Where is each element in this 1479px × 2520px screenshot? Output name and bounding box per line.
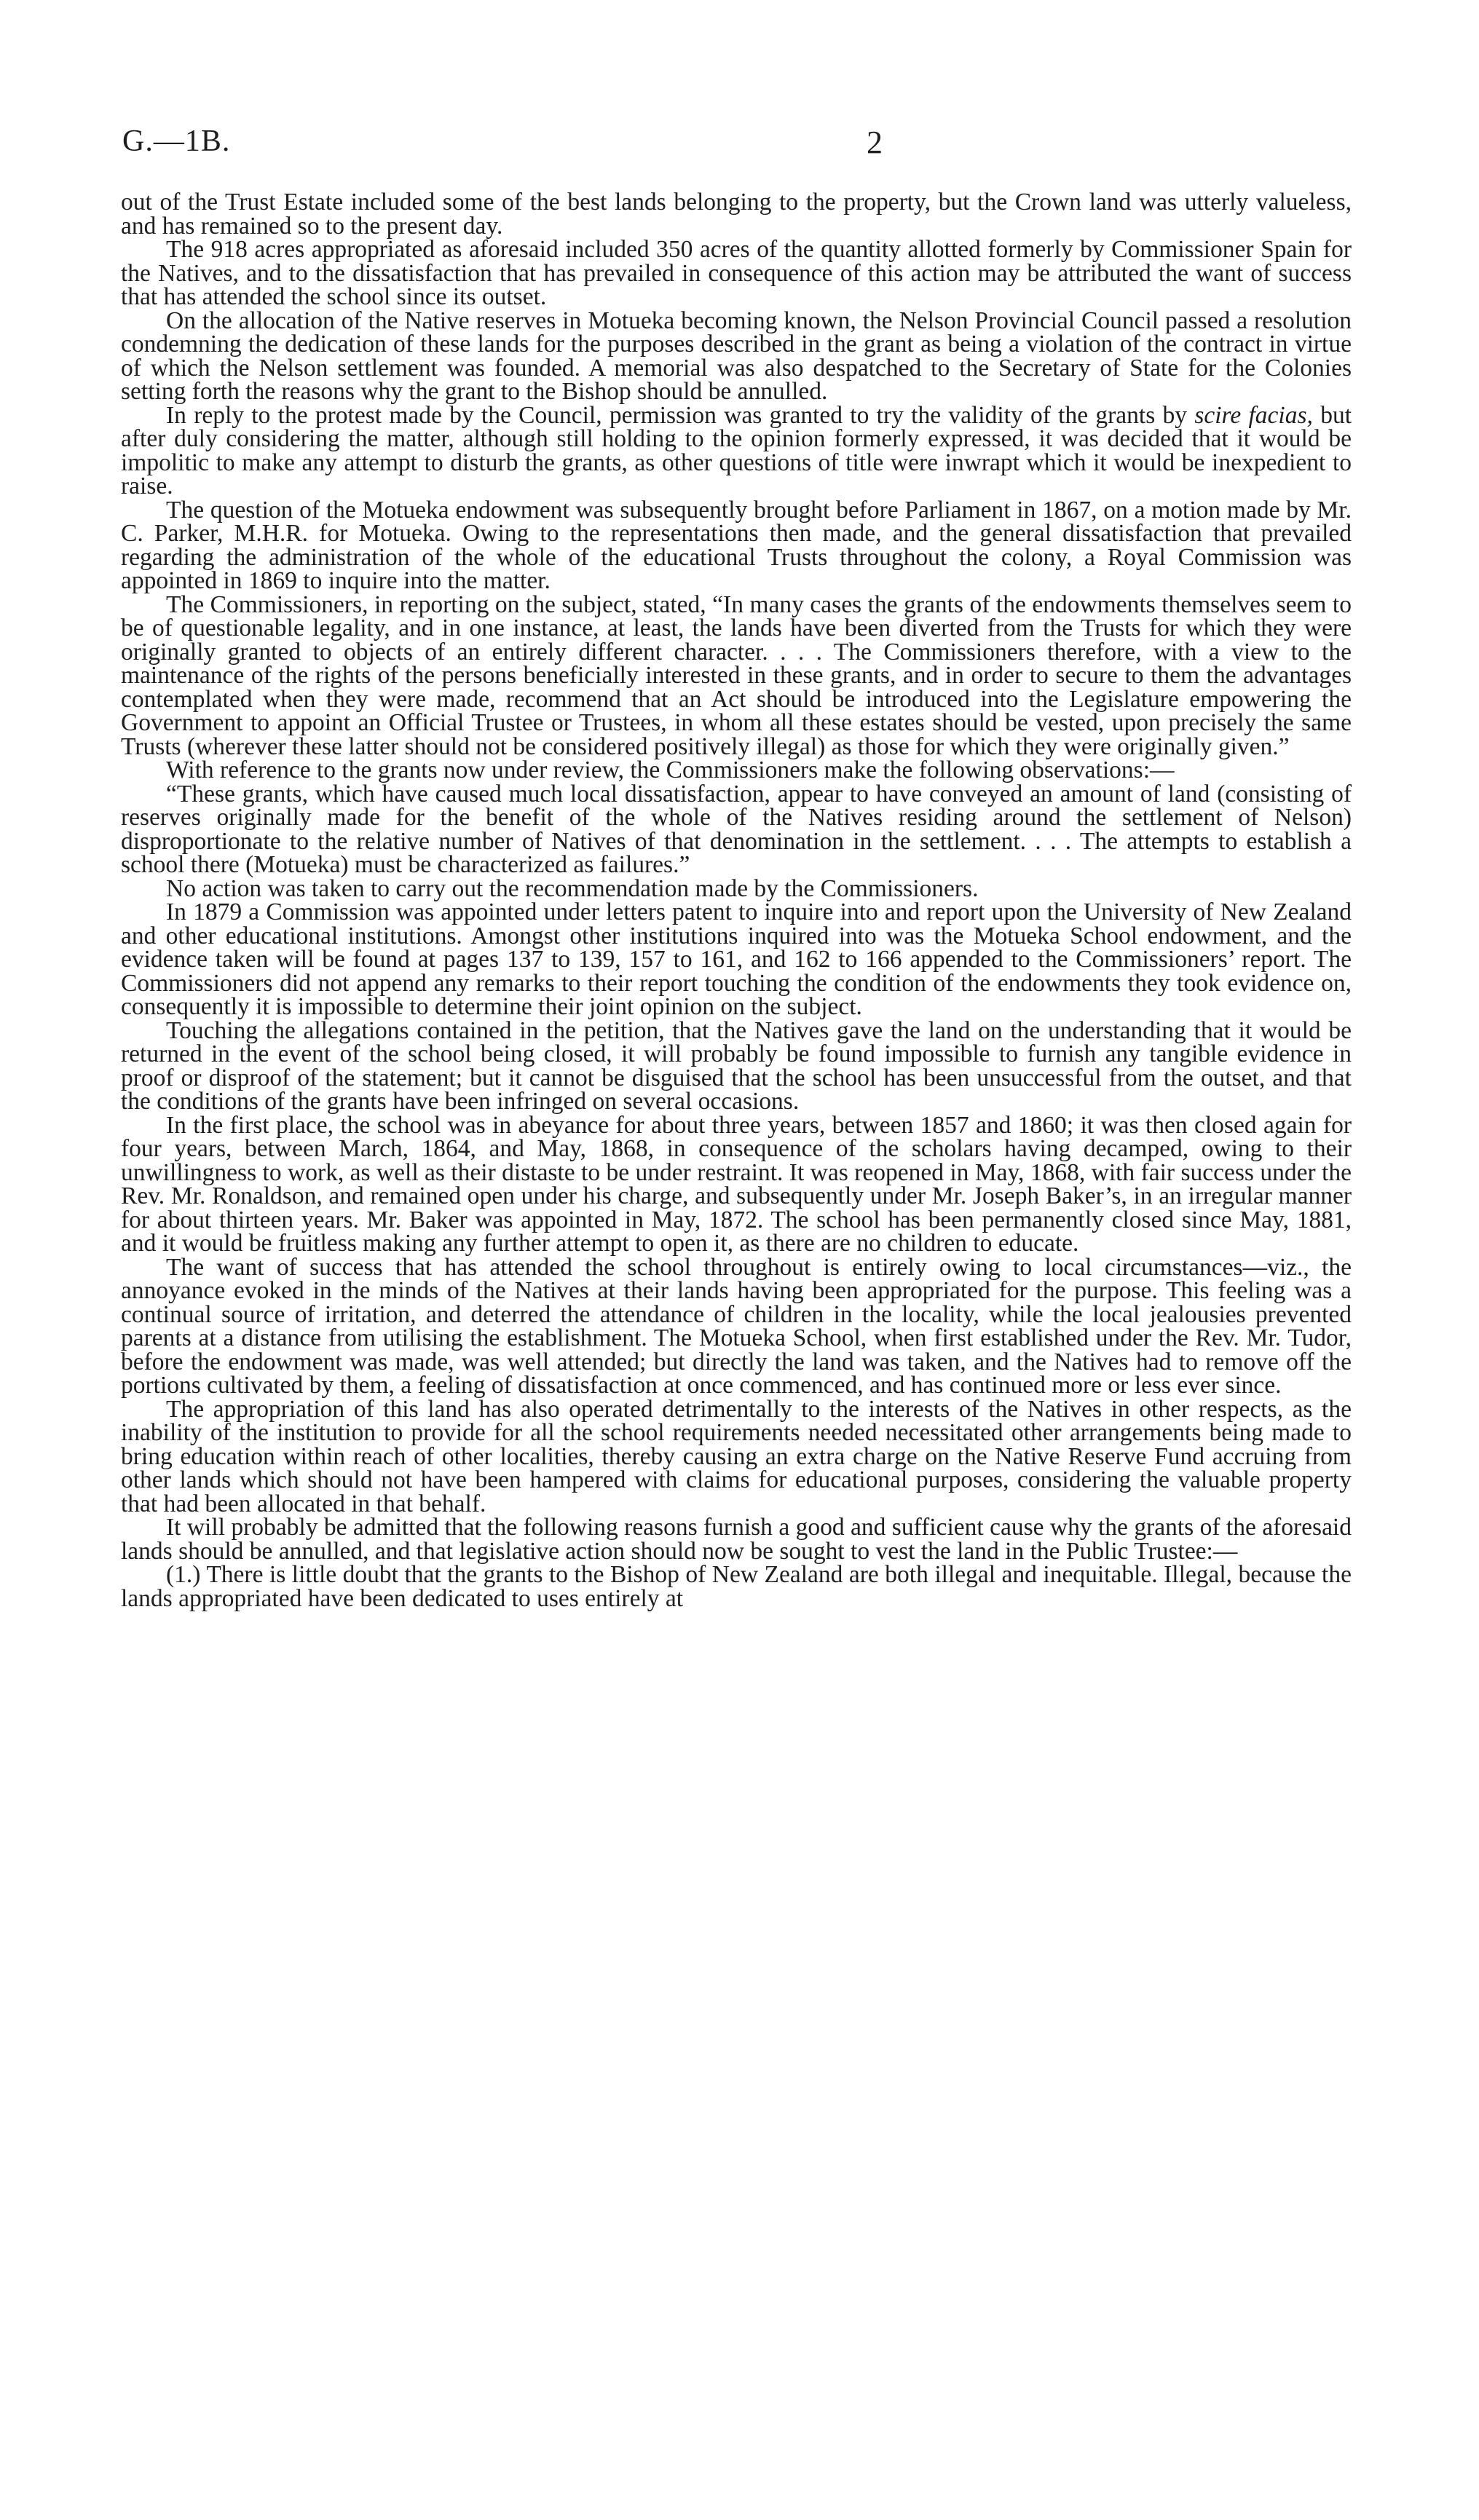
page-number: 2 xyxy=(867,125,883,160)
paragraph: out of the Trust Estate included some of the best lands belonging to the property, but the Crown land was utterly valueless, and has remained so to the present day. xyxy=(121,189,1352,240)
paragraph: (1.) There is little doubt that the grants to the Bishop of New Zealand are both illegal and inequitable. Illegal, because the lands appropriated have been dedicated to uses entirely at xyxy=(121,1561,1352,1612)
paragraph: It will probably be admitted that the following reasons furnish a good and sufficient cause why the grants of the aforesaid lands should be annulled, and that legislative action should now be sought to vest the land in the Public Trustee:— xyxy=(121,1514,1352,1565)
paragraph: No action was taken to carry out the recommendation made by the Commissioners. xyxy=(166,874,979,902)
paragraph: In 1879 a Commission was appointed under letters patent to inquire into and report upon the University of New Zealand and other educational institutions. Amongst other institutions inquired into was the Motueka School endowment, and the evidence taken will be found at pages 137 to 139, 157 to 161, and 162 to 166 appended to the Commissioners’ report. The Commissioners did not append any remarks to their report touching the condition of the endowments they took evidence on, consequently it is impossible to determine their joint opinion on the subject. xyxy=(121,898,1352,1020)
paragraph: In the first place, the school was in abeyance for about three years, between 1857 and 1860; it was then closed again for four years, between March, 1864, and May, 1868, in consequence of the scholars having decamped, owing to their unwillingness to work, as well as their distaste to be under restraint. It was reopened in May, 1868, with fair success under the Rev. Mr. Ronaldson, and remained open under his charge, and subsequently under Mr. Joseph Baker’s, in an irregular manner for about thirteen years. Mr. Baker was appointed in May, 1872. The school has been permanently closed since May, 1881, and it would be fruitless making any further attempt to open it, as there are no children to educate. xyxy=(121,1111,1352,1257)
paragraph-text: In reply to the protest made by the Council, permission was granted to try the validity of the grants by xyxy=(166,401,1195,429)
paragraph: With reference to the grants now under review, the Commissioners make the following observations:— xyxy=(166,757,1175,783)
paragraph: The question of the Motueka endowment was subsequently brought before Parliament in 1867, on a motion made by Mr. C. Parker, M.H.R. for Motueka. Owing to the representations then made, and the general dissatisfaction that prevailed regarding the administration of the whole of the educational Trusts throughout the colony, a Royal Commission was appointed in 1869 to inquire into the matter. xyxy=(121,496,1352,594)
paragraph: The want of success that has attended the school throughout is entirely owing to local circumstances—viz., the annoyance evoked in the minds of the Natives at their lands having been appropriated for the purpose. This feeling was a continual source of irritation, and deterred the attendance of children in the locality, while the local jealousies prevented parents at a distance from utilising the establishment. The Motueka School, when first established under the Rev. Mr. Tudor, before the endowment was made, was well attended; but directly the land was taken, and the Natives had to remove off the portions cultivated by them, a feeling of dissatisfaction at once commenced, and has continued more or less ever since. xyxy=(121,1253,1352,1399)
italic-latin-term: scire facias, xyxy=(1194,401,1313,429)
paragraph: The Commissioners, in reporting on the subject, stated, “In many cases the grants of the endowments themselves seem to be of questionable legality, and in one instance, at least, the lands have been diverted from the Trusts for which they were originally granted to objects of an entirely different character. . . . The Commissioners therefore, with a view to the maintenance of the rights of the persons beneficially interested in these grants, and in order to secure to them the advantages contemplated when they were made, recommend that an Act should be introduced into the Legislature empowering the Government to appoint an Official Trustee or Trustees, in whom all these estates should be vested, upon precisely the same Trusts (wherever these latter should not be considered positively illegal) as those for which they were originally given.” xyxy=(121,590,1352,760)
paragraph-text: but after duly considering the matter, although still holding to the opinion formerly expressed, it was decided that it would be impolitic to make any attempt to disturb the grants, as other questions of title were inwrapt which it would be inexpedient to raise. xyxy=(121,401,1352,499)
quoted-paragraph: “These grants, which have caused much local dissatisfaction, appear to have conveyed an amount of land (consisting of reserves originally made for the benefit of the whole of the Natives residing around the settlement of Nelson) disproportionate to the relative number of Natives of that denomination in the settlement. . . . The attempts to establish a school there (Motueka) must be characterized as failures.” xyxy=(121,780,1352,878)
paragraph: Touching the allegations contained in the petition, that the Natives gave the land on the understanding that it would be returned in the event of the school being closed, it will probably be found impossible to furnish any tangible evidence in proof or disproof of the statement; but it cannot be disguised that the school has been unsuccessful from the outset, and that the conditions of the grants have been infringed on several occasions. xyxy=(121,1016,1352,1115)
document-reference: G.—1B. xyxy=(122,125,231,158)
paragraph: The 918 acres appropriated as aforesaid included 350 acres of the quantity allotted formerly by Commissioner Spain for the Natives, and to the dissatisfaction that has prevailed in consequence of this action may be attributed the want of success that has attended the school since its outset. xyxy=(121,236,1352,310)
document-body xyxy=(121,191,1352,1611)
paragraph: The appropriation of this land has also operated detrimentally to the interests of the Natives in other respects, as the inability of the institution to provide for all the school requirements needed necessitated other arrangements being made to bring education within reach of other localities, thereby causing an extra charge on the Native Reserve Fund accruing from other lands which should not have been hampered with claims for educational purposes, considering the valuable property that had been allocated in that behalf. xyxy=(121,1395,1352,1517)
paragraph xyxy=(121,401,1352,499)
paragraph: On the allocation of the Native reserves in Motueka becoming known, the Nelson Provincial Council passed a resolution condemning the dedication of these lands for the purposes described in the grant as being a violation of the contract in virtue of which the Nelson settlement was founded. A memorial was also despatched to the Secretary of State for the Colonies setting forth the reasons why the grant to the Bishop should be annulled. xyxy=(121,307,1352,405)
page-header xyxy=(122,124,1346,167)
